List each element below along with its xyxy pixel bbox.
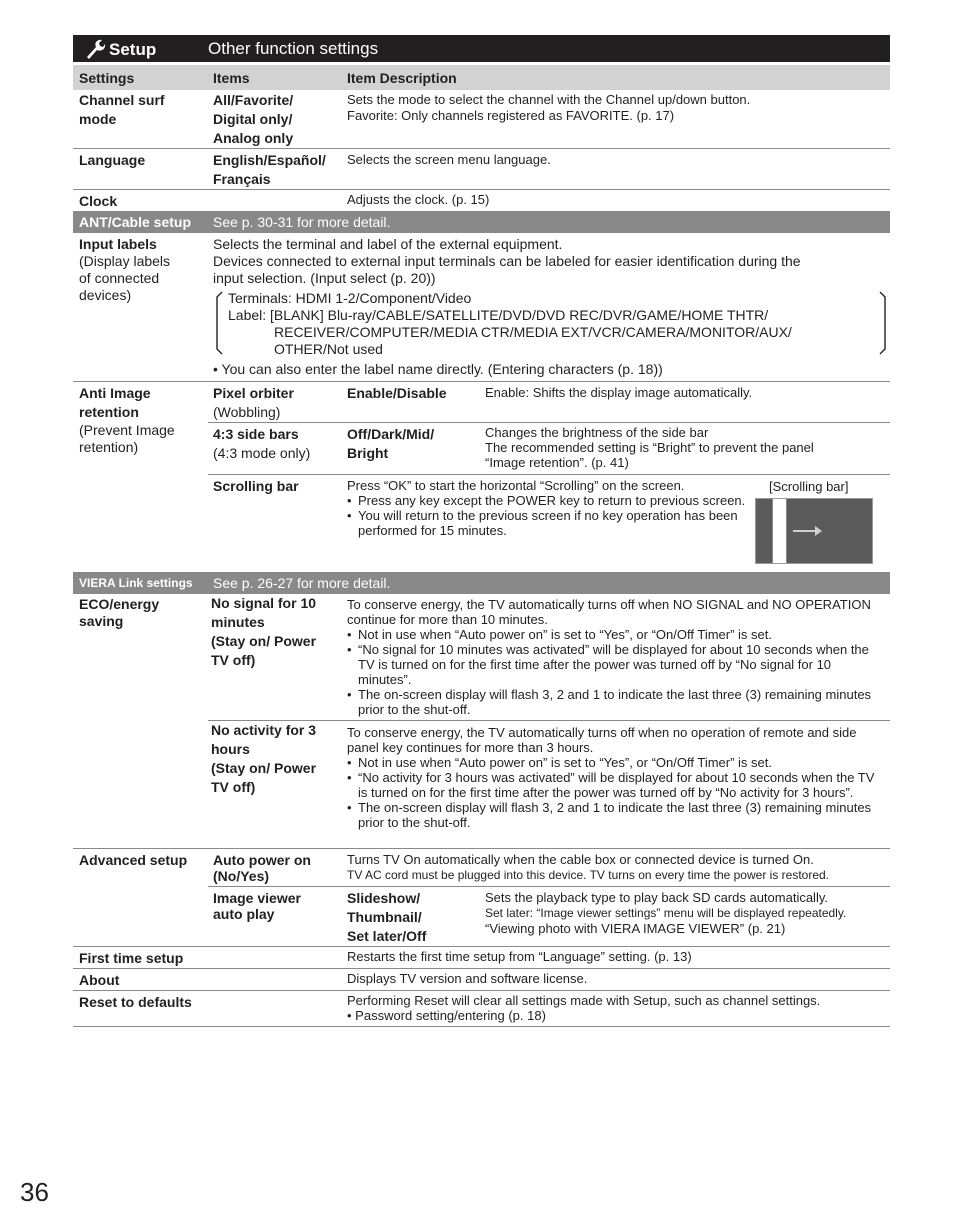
row-divider bbox=[73, 381, 890, 382]
scrolling-bar-figure bbox=[755, 498, 873, 564]
auto-power-item: Auto power on (No/Yes) bbox=[213, 852, 311, 884]
no-signal-description: To conserve energy, the TV automatically turns off when NO SIGNAL and NO OPERATION continue for more than 10 minutes. • Not in use when “Auto power on” is set to “Yes”, or “On/Off Timer” is set. • “No signal for 10 minutes was activated” will be displayed for about 10 seconds when the TV is turned on for the first time after the power was turned off by “No signal for 10 minutes”. • The on-screen display will flash 3, 2 and 1 to indicate the last three (3) remaining minutes prior to the shut-off. bbox=[347, 597, 877, 717]
auto-power-description: Turns TV On automatically when the cable box or connected device is turned On. TV AC cord must be plugged into this device. TV turns on every time the power is restored. bbox=[347, 852, 830, 882]
page-number: 36 bbox=[20, 1177, 49, 1207]
wrench-icon bbox=[84, 38, 106, 59]
setting-eco: ECO/energy saving bbox=[79, 596, 160, 629]
bullet-item: • Not in use when “Auto power on” is set to “Yes”, or “On/Off Timer” is set. bbox=[347, 755, 882, 770]
image-viewer-values: Slideshow/ Thumbnail/ Set later/Off bbox=[347, 890, 427, 944]
setting-input-labels: Input labels (Display labels of connected devices) bbox=[79, 236, 171, 303]
bullet-item: • Not in use when “Auto power on” is set to “Yes”, or “On/Off Timer” is set. bbox=[347, 627, 877, 642]
side-bars-values: Off/Dark/Mid/ Bright bbox=[347, 426, 435, 461]
bullet-item: • The on-screen display will flash 3, 2 and 1 to indicate the last three (3) remaining minutes prior to the shut-off. bbox=[347, 800, 882, 830]
right-arrow-icon bbox=[793, 524, 823, 538]
bullet-item: • “No signal for 10 minutes was activated” will be displayed for about 10 seconds when the TV is turned on for the first time after the power was turned off by “No signal for 10 minutes”. bbox=[347, 642, 877, 687]
pixel-orbiter-description: Enable: Shifts the display image automatically. bbox=[485, 385, 753, 400]
input-labels-list: Terminals: HDMI 1-2/Component/Video Label: [BLANK] Blu-ray/CABLE/SATELLITE/DVD/DVD REC/DVR/GAME/HOME THTR/ RECEIVER/COMPUTER/MEDIA CTR/MEDIA EXT/VCR/CAMERA/MONITOR/AUX/ OTHER/Not used bbox=[228, 290, 792, 357]
setting-anti-image: Anti Image retention (Prevent Image retention) bbox=[79, 385, 175, 455]
col-description: Item Description bbox=[347, 70, 457, 86]
bullet-item: • The on-screen display will flash 3, 2 and 1 to indicate the last three (3) remaining minutes prior to the shut-off. bbox=[347, 687, 877, 717]
pixel-orbiter-item: Pixel orbiter (Wobbling) bbox=[213, 385, 294, 420]
input-labels-note: • You can also enter the label name directly. (Entering characters (p. 18)) bbox=[213, 361, 663, 377]
bullet-item: • Press any key except the POWER key to return to previous screen. bbox=[347, 493, 747, 508]
channel-surf-description: Sets the mode to select the channel with the Channel up/down button. Favorite: Only channels registered as FAVORITE. (p. 17) bbox=[347, 92, 751, 123]
input-labels-description: Selects the terminal and label of the external equipment. Devices connected to external input terminals can be labeled for easier identification during the input selection. (Input select (p. 20)) bbox=[213, 236, 801, 286]
scroll-bar-stripe bbox=[772, 499, 787, 563]
setting-channel-surf: Channel surf mode bbox=[79, 92, 165, 127]
scrolling-bar-figure-label: [Scrolling bar] bbox=[769, 479, 849, 494]
side-bars-description: Changes the brightness of the side bar The recommended setting is “Bright” to prevent the panel “Image retention”. (p. 41) bbox=[485, 425, 814, 470]
setting-clock: Clock bbox=[79, 193, 118, 209]
ant-cable-band bbox=[73, 211, 890, 233]
viera-link-band bbox=[73, 572, 890, 594]
image-viewer-item: Image viewer auto play bbox=[213, 890, 301, 922]
row-divider bbox=[73, 189, 890, 190]
section-header bbox=[73, 35, 890, 62]
setting-first-time: First time setup bbox=[79, 950, 184, 966]
setting-language: Language bbox=[79, 152, 146, 168]
setting-reset: Reset to defaults bbox=[79, 994, 192, 1010]
band-note: See p. 26-27 for more detail. bbox=[213, 575, 391, 591]
item-option: All/Favorite/ bbox=[213, 92, 294, 108]
setting-about: About bbox=[79, 972, 120, 988]
row-divider bbox=[73, 946, 890, 947]
row-divider bbox=[208, 474, 890, 475]
language-items: English/Español/ Français bbox=[213, 152, 326, 187]
language-description: Selects the screen menu language. bbox=[347, 152, 551, 167]
column-header-row bbox=[73, 65, 890, 90]
image-viewer-description: Sets the playback type to play back SD cards automatically. Set later: “Image viewer settings” menu will be displayed repeatedly. “Viewing photo with VIERA IMAGE VIEWER” (p. 21) bbox=[485, 890, 847, 936]
setting-advanced: Advanced setup bbox=[79, 852, 188, 868]
pixel-orbiter-value: Enable/Disable bbox=[347, 385, 447, 401]
page-title: Other function settings bbox=[208, 39, 379, 58]
row-divider bbox=[208, 886, 890, 887]
row-divider bbox=[73, 968, 890, 969]
clock-description: Adjusts the clock. (p. 15) bbox=[347, 192, 490, 207]
col-items: Items bbox=[213, 70, 250, 86]
row-divider bbox=[208, 422, 890, 423]
col-settings: Settings bbox=[79, 70, 135, 86]
no-activity-item: No activity for 3 hours (Stay on/ Power TV off) bbox=[211, 722, 317, 795]
row-divider bbox=[73, 848, 890, 849]
item-option: Analog only bbox=[213, 130, 294, 146]
no-activity-description: To conserve energy, the TV automatically turns off when no operation of remote and side panel key continues for more than 3 hours. • Not in use when “Auto power on” is set to “Yes”, or “On/Off Timer” is set. • “No activity for 3 hours was activated” will be displayed for about 10 seconds when the TV is turned on for the first time after the power was turned off by “No activity for 3 hours”. • The on-screen display will flash 3, 2 and 1 to indicate the last three (3) remaining minutes prior to the shut-off. bbox=[347, 725, 882, 830]
side-bars-item: 4:3 side bars (4:3 mode only) bbox=[213, 426, 311, 461]
channel-surf-items bbox=[213, 91, 293, 148]
bullet-item: • You will return to the previous screen if no key operation has been performed for 15 minutes. bbox=[347, 508, 747, 538]
bullet-item: • “No activity for 3 hours was activated” will be displayed for about 10 seconds when the TV is turned on for the first time after the power was turned off by “No activity for 3 hours”. bbox=[347, 770, 882, 800]
scrolling-bar-description: Press “OK” to start the horizontal “Scrolling” on the screen. • Press any key except the POWER key to return to previous screen. • You will return to the previous screen if no key operation has been performed for 15 minutes. bbox=[347, 478, 747, 538]
row-divider bbox=[73, 1026, 890, 1027]
item-option: Digital only/ bbox=[213, 111, 293, 127]
section-label: Setup bbox=[109, 40, 157, 59]
no-signal-item: No signal for 10 minutes (Stay on/ Power TV off) bbox=[211, 595, 317, 668]
reset-description: Performing Reset will clear all settings made with Setup, such as channel settings. • Password setting/entering (p. 18) bbox=[347, 993, 821, 1023]
band-title: ANT/Cable setup bbox=[79, 214, 192, 230]
band-title: VIERA Link settings bbox=[79, 576, 193, 590]
row-divider bbox=[73, 990, 890, 991]
scrolling-bar-item: Scrolling bar bbox=[213, 478, 299, 494]
band-note: See p. 30-31 for more detail. bbox=[213, 214, 391, 230]
right-bracket bbox=[877, 291, 891, 355]
row-divider bbox=[73, 148, 890, 149]
first-time-description: Restarts the first time setup from “Language” setting. (p. 13) bbox=[347, 949, 692, 964]
left-bracket bbox=[211, 291, 225, 355]
about-description: Displays TV version and software license. bbox=[347, 971, 588, 986]
